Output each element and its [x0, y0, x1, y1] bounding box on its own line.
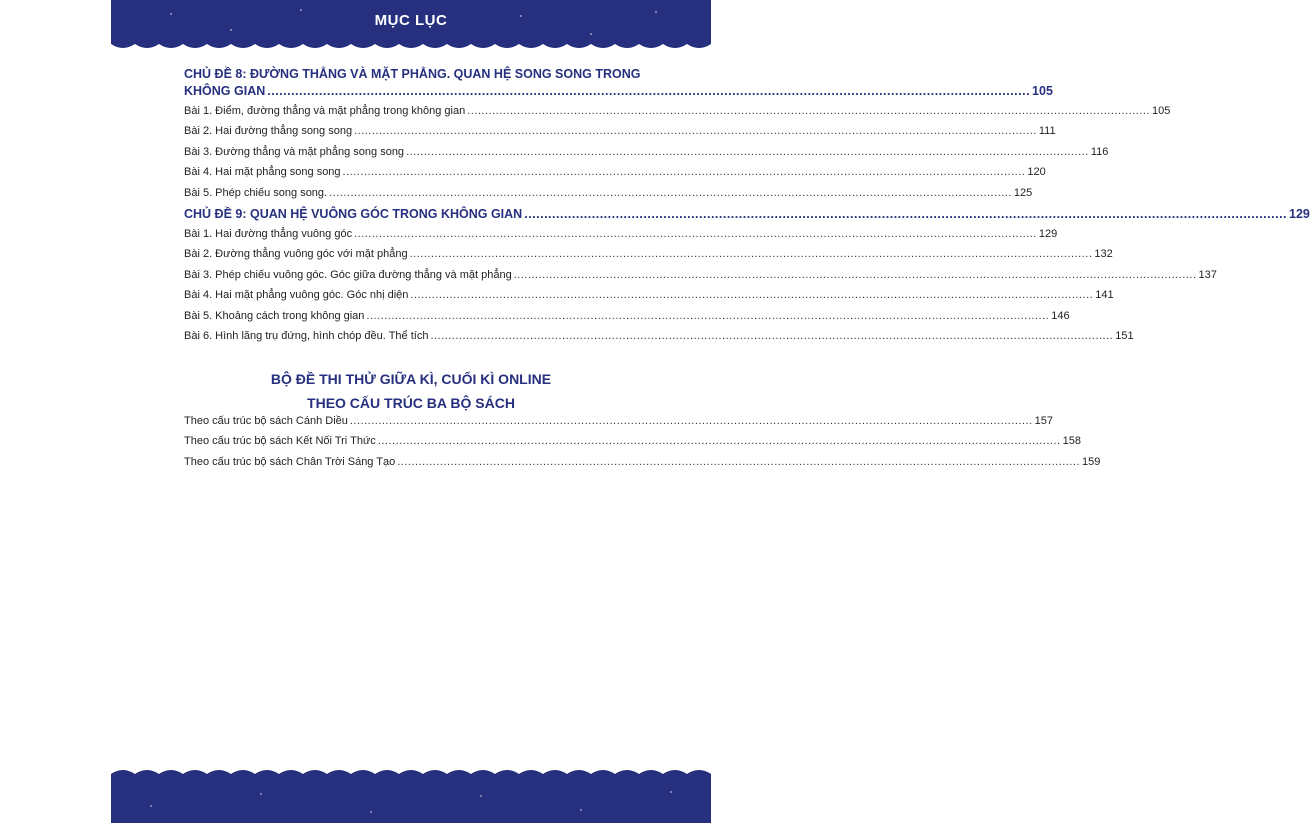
footer-wave-shape — [111, 766, 711, 823]
dot-leader: ................................................................................................................................................................................................ — [329, 186, 1012, 199]
toc-lesson-row-page: 125 — [1013, 186, 1033, 199]
toc-lesson-row-title: Bài 6. Hình lăng trụ đứng, hình chóp đều. Thể tích — [184, 330, 429, 342]
toc-lesson-row-title: Bài 1. Hai đường thẳng vuông góc — [184, 227, 353, 240]
dot-leader: ................................................................................................................................................................................................ — [410, 289, 1094, 301]
dot-leader: ................................................................................................................................................................................................ — [377, 435, 1061, 447]
chapter-8-title-line1: CHỦ ĐỀ 8: ĐƯỜNG THẲNG VÀ MẶT PHẲNG. QUAN HỆ SONG SONG TRONG — [184, 67, 641, 81]
toc-exam-row[interactable] — [184, 455, 1101, 477]
toc-lesson-row[interactable] — [184, 125, 1056, 146]
chapter-8-title-row[interactable] — [184, 84, 1053, 105]
toc-exam-row[interactable] — [184, 414, 1054, 436]
toc-lesson-row[interactable] — [184, 309, 1070, 331]
exam-section-title-line1: BỘ ĐỀ THI THỬ GIỮA KÌ, CUỐI KÌ ONLINE — [270, 370, 552, 387]
exam-section-title-line2: THEO CẤU TRÚC BA BỘ SÁCH — [307, 394, 515, 411]
dot-leader: ................................................................................................................................................................................................ — [430, 330, 1114, 342]
footer-band — [111, 766, 711, 823]
toc-lesson-row-page: 120 — [1027, 166, 1046, 178]
chapter-9-title-row[interactable] — [184, 207, 1310, 228]
toc-lesson-row[interactable] — [184, 166, 1046, 187]
toc-lesson-row-page: 129 — [1038, 227, 1058, 240]
toc-lesson-row-page: 116 — [1090, 145, 1109, 158]
toc-exam-row-title: Theo cấu trúc bộ sách Chân Trời Sáng Tạo — [184, 455, 396, 468]
toc-lesson-row-title: Bài 1. Điểm, đường thẳng và mặt phẳng trong không gian — [184, 104, 466, 117]
toc-lesson-row-title: Bài 4. Hai mặt phẳng vuông góc. Góc nhị diện — [184, 289, 409, 301]
toc-exam-row-page: 159 — [1082, 455, 1101, 468]
page-title: MỤC LỤC — [374, 12, 448, 29]
header-band — [111, 0, 711, 52]
toc-lesson-row-page: 151 — [1115, 330, 1134, 342]
dot-leader: ................................................................................................................................................................................................ — [513, 268, 1197, 281]
chapter-9-page: 129 — [1289, 207, 1310, 221]
dot-leader: ................................................................................................................................................................................................ — [342, 166, 1026, 178]
toc-lesson-row[interactable] — [184, 248, 1113, 269]
dot-leader: ................................................................................................................................................................................................ — [409, 248, 1093, 260]
toc-lesson-row-title: Bài 2. Hai đường thẳng song song — [184, 125, 353, 137]
dot-leader: ................................................................................................................................................................................................ — [349, 414, 1033, 427]
table-of-contents — [184, 64, 1310, 476]
dot-leader: ................................................................................................................................................................................................ — [366, 309, 1050, 322]
chapter-8-title-line2: KHÔNG GIAN — [184, 84, 266, 98]
toc-exam-row-page: 158 — [1062, 435, 1081, 447]
toc-lesson-row-page: 132 — [1094, 248, 1113, 260]
toc-lesson-row-page: 137 — [1198, 268, 1217, 281]
chapter-8-page: 105 — [1032, 84, 1053, 98]
toc-exam-row-title: Theo cấu trúc bộ sách Kết Nối Tri Thức — [184, 435, 376, 447]
toc-lesson-row[interactable] — [184, 104, 1171, 126]
dot-leader: ................................................................................................................................................................................................ — [406, 145, 1089, 158]
toc-lesson-row-title: Bài 3. Đường thẳng và mặt phẳng song song — [184, 145, 405, 158]
chapter-9-title: CHỦ ĐỀ 9: QUAN HỆ VUÔNG GÓC TRONG KHÔNG GIAN — [184, 207, 523, 221]
dot-leader: ................................................................................................................................................................................................ — [524, 207, 1288, 221]
dot-leader: ................................................................................................................................................................................................ — [267, 84, 1031, 98]
toc-lesson-row[interactable] — [184, 145, 1109, 167]
exam-section-entries — [184, 414, 1101, 477]
toc-lesson-row[interactable] — [184, 227, 1058, 249]
toc-lesson-row-title: Bài 3. Phép chiếu vuông góc. Góc giữa đường thẳng và mặt phẳng — [184, 268, 512, 281]
toc-lesson-row-page: 105 — [1151, 104, 1171, 117]
toc-lesson-row[interactable] — [184, 289, 1114, 310]
dot-leader: ................................................................................................................................................................................................ — [354, 227, 1037, 240]
toc-lesson-row-page: 111 — [1038, 125, 1056, 137]
dot-leader: ................................................................................................................................................................................................ — [354, 125, 1037, 137]
toc-lesson-row-page: 146 — [1051, 309, 1070, 322]
toc-exam-row[interactable] — [184, 435, 1081, 456]
toc-lesson-row[interactable] — [184, 268, 1217, 290]
book-page — [111, 0, 1310, 823]
toc-lesson-row[interactable] — [184, 186, 1033, 208]
dot-leader: ................................................................................................................................................................................................ — [397, 455, 1081, 468]
toc-lesson-row-title: Bài 2. Đường thẳng vuông góc với mặt phẳng — [184, 248, 408, 260]
toc-lesson-row-title: Bài 5. Phép chiếu song song. — [184, 186, 328, 199]
chapter-8-lessons — [184, 104, 1171, 208]
toc-lesson-row-page: 141 — [1095, 289, 1114, 301]
toc-exam-row-page: 157 — [1034, 414, 1054, 427]
toc-exam-row-title: Theo cấu trúc bộ sách Cánh Diều — [184, 414, 348, 427]
chapter-9-lessons — [184, 227, 1217, 351]
dot-leader: ................................................................................................................................................................................................ — [467, 104, 1150, 117]
toc-lesson-row-title: Bài 5. Khoảng cách trong không gian — [184, 309, 365, 322]
toc-lesson-row[interactable] — [184, 330, 1134, 351]
toc-lesson-row-title: Bài 4. Hai mặt phẳng song song — [184, 166, 341, 178]
